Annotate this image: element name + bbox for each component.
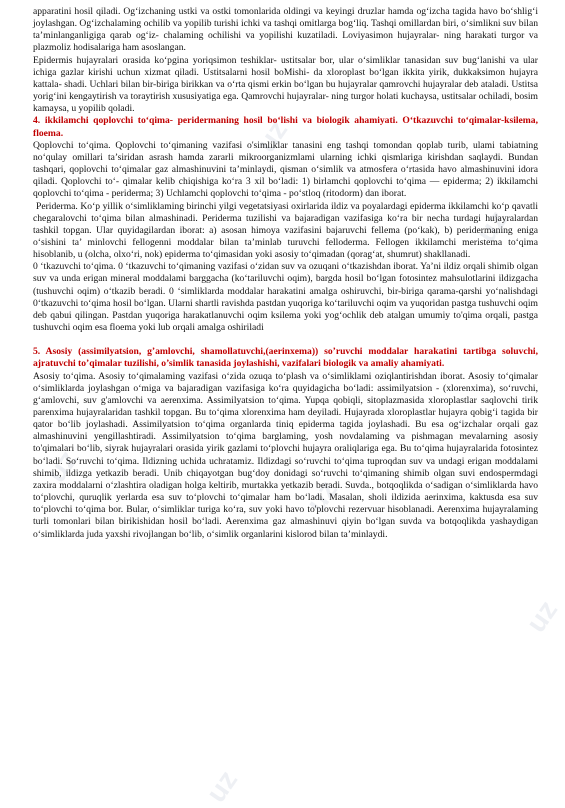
watermark-4: uz [300, 474, 344, 518]
watermark-2: uz [470, 204, 514, 248]
paragraph-epidermis-ustitsa: Epidermis hujayralari orasida ko‘pgina yoriqsimon teshiklar- ustitsalar bor, ular o‘simliklar tanasidan suv bug‘lanishi va ular ichiga gazlar kirishi uchun xizmat qiladi. Ustitsalarni hosil boMishi- da xloroplast bo‘lgan ikkita yirik, dukkaksimon hujayra kattala- shadi. Uchlari bilan bir-biriga birikkan va o‘rta qismi erkin bo‘lgan bu hujayralar qamrovchi hujayralar deb ataladi. Ustitsa yorig‘ini kengaytirish va toraytirish xususiyatiga ega. Qamrovchi hujayralar- ning turgor holati kuchaysa, ustitsalar ochiladi, bosim kamaysa, u yopilib qoladi. [33, 54, 538, 115]
document-page [33, 6, 538, 796]
section-heading-4: 4. ikkilamchi qoplovchi to‘qima- peridermaning hosil bo‘lishi va biologik ahamiyati. O‘tkazuvchi to‘qimalar-ksilema, floema. [33, 115, 538, 139]
watermark-5: uz [520, 594, 564, 638]
watermark-6: uz [200, 764, 244, 808]
paragraph-periderma: Periderma. Ko‘p yillik o‘simliklaming birinchi yilgi vegetatsiyasi oxirlarida ildiz va poyalardagi epiderma ikkilamchi ko‘p qavatli chegaralovchi to‘qima bilan almashinadi. Periderma tuzilishi va bajaradigan vazifasiga ko‘ra bir necha turdagi hujayralardan tashkil topgan. Ular quyidagilardan iborat: a) asosan himoya vazifasini bajaruvchi fellema (po‘kak), b) peridermaning eniga o‘sishini ta’ minlovchi fellogenni moddalar bilan ta’minlab turuvchi felloderma. Fellogen ikkilamchi meristema to‘qima hisoblanib, u (olcha, olxo‘ri, nok) epiderma to‘qimasidan yoki asosiy to‘qimadan (qorag‘at, shumrut) shakllanadi. [33, 200, 538, 261]
section-heading-5: 5. Asosiy (assimilyatsion, g’amlovchi, shamollatuvchi,(aerinxema)) so’ruvchi moddalar harakatini tartibga soluvchi, ajratuvchi to’qimalar tuzilishi, o’simlik tanasida joylashishi, vazifalari biologik va amaliy ahamiyati. [33, 346, 538, 370]
watermark-1: uz [250, 114, 294, 158]
section-gap [33, 334, 538, 346]
watermark-3: uz [40, 444, 84, 488]
paragraph-covering-tissue: Qoplovchi to‘qima. Qoplovchi to‘qimaning vazifasi o'simliklar tanasini eng tashqi tomondan qoplab turib, ulami tabiatning no‘qulay omillari ta’siridan asrash hamda zararli mikroorganizmlami ularning ichki qismlariga kirishdan saqlaydi. Bundan tashqari, qoplovchi to‘qimalar gaz almashinuvini ta’minlaydi, qisman o‘simlik va atmosfera o‘rtasida havo almashinuvini idora qiladi. Qoplovchi to‘- qimalar kelib chiqishiga ko‘ra 3 xil bo‘ladi: 1) birlamchi qoplovchi to‘qima — epiderma; 2) ikkilamchi qoplovchi to‘qima - periderma; 3) Uchlamchi qoplovchi to‘qima - po‘stloq (ritodorm) dan iborat. [33, 139, 538, 200]
paragraph-stomata-apparatus: apparatini hosil qiladi. Og‘izchaning ustki va ostki tomonlarida oldingi va keyingi druzlar hamda og‘izcha tagida havo bo‘shlig‘i joylashgan. Og‘izchalaming ochilib va yopilib turishi ichki va tashqi omitlarga bog‘liq. Tashqi omillardan biri, o‘simlikni suv bilan ta’minlanganligiga qarab og‘iz- chalaming ochilishi va yopilishi kuzatiladi. Loviyasimon hujayralar- ning harakati turgor va plazmoliz hodisalariga ham asoslangan. [33, 6, 538, 54]
paragraph-conducting-tissue: 0 ‘tkazuvchi to‘qima. 0 ‘tkazuvchi to‘qimaning vazifasi o‘zidan suv va ozuqani o‘tkazishdan iborat. Ya’ni ildiz orqali shimib olgan suv va unda erigan mineral moddalami barggacha (ko‘tariluvchi oqim), bargda hosil bo‘lgan fotosintez mahsulotlarini ildizgacha (tushuvchi oqim) o‘tkazib beradi. 0 ‘simliklarda moddalar harakatini amalga oshiruvchi, bir-biriga qarama-qarshi yo‘nalishdagi 0‘tkazuvchi to‘qima hosil bo‘lgan. Ularni shartli ravishda pastdan yuqoriga ko‘tariluvchi oqim va yuqoridan pastga tushuvchi oqim deb qabui qilingan. Pastdan yuqoriga harakatlanuvchi oqim ksilema yoki yog‘ochlik deb atalgan umumiy to'qima orqali, pastga tushuvchi oqim esa floema yoki lub orqali amalga oshiriladi [33, 261, 538, 334]
paragraph-basic-tissue: Asosiy to‘qima. Asosiy to‘qimalaming vazifasi o‘zida ozuqa to‘plash va o‘simliklami oziqlantirishdan iborat. Asosiy to‘qimalar o‘simliklarda joylashgan o‘miga va bajaradigan vazifasiga ko‘ra quyidagicha bo‘ladi: assimilyatsion - (xlorenxima), so‘ruvchi, g‘amlovchi, suv g'amlovchi va aerenxima. Assimilyatsion to‘qima. Yupqa qobiqli, sitoplazmasida xloroplastlar saqlovchi tirik parenxima hujayralaridan tashkil topgan. Bu to‘qima xlorenxima ham deyiladi. Hujayrada xloroplastlar hujayra qobig‘i tagida bir qator bo‘lib joylashadi. Assimilyatsion to‘qima organlarda tiniq epiderma tagida joylashadi. Bu esa og‘izchalar orqali gaz almashinuvini yengillashtiradi. Assimilyatsion to‘qima barglaming, yosh novdalaming va pishmagan mevalarning asosiy to'qimalari bo‘lib, siyrak hujayralari orasida yirik gazlami to‘plovchi hujayra oraliqlariga ega. Bu to‘qima hujayralarida fotosintez bo‘ladi. So‘ruvchi to‘qima. Ildizning uchida uchratamiz. Ildizdagi so‘ruvchi to‘qima tuproqdan suv va undagi erigan moddalami shimib, ildizga yetkazib beradi. Unib chiqayotgan bug‘doy donidagi so‘ruvchi to‘qimaning shimib olgan suvi endospermdagi zaxira moddalarni o‘zlashtira oladigan holga keltirib, murtakka yetkazib beradi. Suvda., botqoqlikda o‘sadigan o‘simliklarda havo to‘plovchi, quruqlik yerlarda esa suv to‘plovchi to‘qimalar ham bo‘ladi. Masalan, sholi ildizida aerinxima, kaktusda esa suv to‘plovchi to‘qima bor. Bular, o‘simliklar turiga ko‘ra, suv yoki havo to'plovchi rezervuar hisoblanadi. Aerenxima hujayralaming turli tomonlari bilan birikishidan hosil bo‘ladi. Aerenxima gaz almashinuvi qiyin bo‘lgan suvda va botqoqlikda yashaydigan o‘simliklarda juda yaxshi rivojlangan bo‘lib, o‘simlik organlarini kislorod bilan ta’minlaydi. [33, 370, 538, 540]
